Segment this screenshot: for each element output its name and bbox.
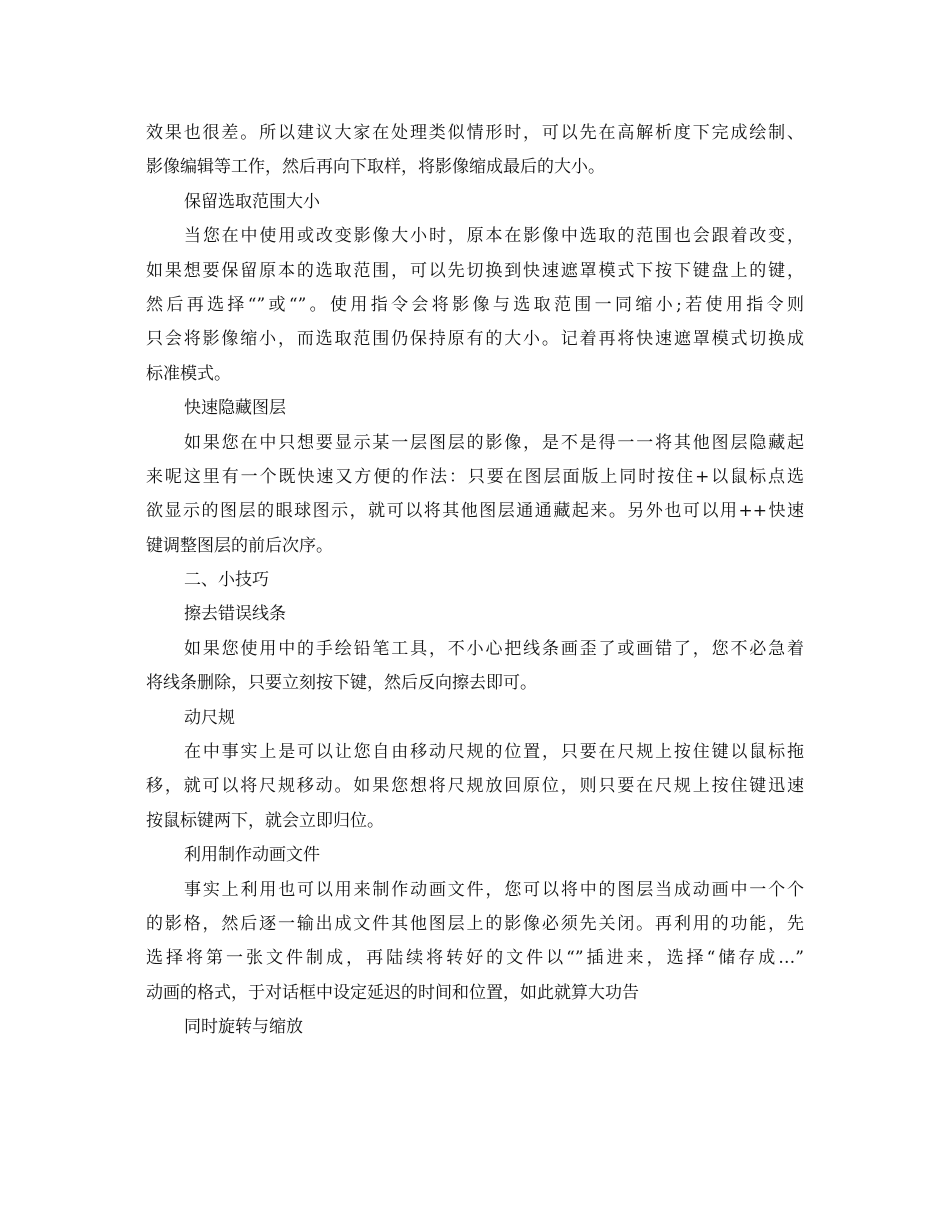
text-line: 影像编辑等工作，然后再向下取样，将影像缩成最后的大小。 — [146, 157, 605, 178]
text-line: 选择将第一张文件制成，再陆续将转好的文件以“”插进来，选择“储存成…” — [146, 948, 804, 969]
text-line: 当您在中使用或改变影像大小时，原本在影像中选取的范围也会跟着改变， — [184, 226, 804, 247]
text-line: 利用制作动画文件 — [184, 845, 320, 866]
text-line: 然后再选择“”或“”。使用指令会将影像与选取范围一同缩小;若使用指令则 — [146, 294, 804, 315]
text-line: 将线条删除，只要立刻按下键，然后反向擦去即可。 — [146, 673, 537, 694]
text-line: 只会将影像缩小，而选取范围仍保持原有的大小。记着再将快速遮罩模式切换成 — [146, 329, 804, 350]
text-line: 来呢这里有一个既快速又方便的作法：只要在图层面版上同时按住+以鼠标点选 — [146, 466, 804, 487]
text-line: 同时旋转与缩放 — [184, 1017, 303, 1038]
text-line: 保留选取范围大小 — [184, 191, 320, 212]
text-line: 如果您在中只想要显示某一层图层的影像，是不是得一一将其他图层隐藏起 — [184, 432, 804, 453]
text-line: 在中事实上是可以让您自由移动尺规的位置，只要在尺规上按住键以鼠标拖 — [184, 742, 804, 763]
text-line: 动尺规 — [184, 707, 235, 728]
text-line: 动画的格式，于对话框中设定延迟的时间和位置，如此就算大功告 — [146, 982, 639, 1003]
text-line: 擦去错误线条 — [184, 604, 286, 625]
text-line: 效果也很差。所以建议大家在处理类似情形时，可以先在高解析度下完成绘制、 — [146, 123, 804, 143]
text-line: 标准模式。 — [146, 363, 231, 384]
text-line: 事实上利用也可以用来制作动画文件，您可以将中的图层当成动画中一个个 — [184, 879, 804, 900]
text-line: 的影格，然后逐一输出成文件其他图层上的影像必须先关闭。再利用的功能，先 — [146, 913, 804, 934]
text-line: 移，就可以将尺规移动。如果您想将尺规放回原位，则只要在尺规上按住键迅速 — [146, 776, 804, 797]
document-page — [146, 116, 804, 1045]
text-line: 欲显示的图层的眼球图示，就可以将其他图层通通藏起来。另外也可以用++快速 — [146, 501, 804, 522]
text-line: 键调整图层的前后次序。 — [146, 535, 333, 556]
text-line: 按鼠标键两下，就会立即归位。 — [146, 810, 384, 831]
text-line: 如果您使用中的手绘铅笔工具，不小心把线条画歪了或画错了，您不必急着 — [184, 638, 804, 659]
text-line: 如果想要保留原本的选取范围，可以先切换到快速遮罩模式下按下键盘上的键， — [146, 260, 804, 281]
text-line: 二、小技巧 — [184, 570, 269, 591]
text-line: 快速隐藏图层 — [184, 398, 286, 419]
